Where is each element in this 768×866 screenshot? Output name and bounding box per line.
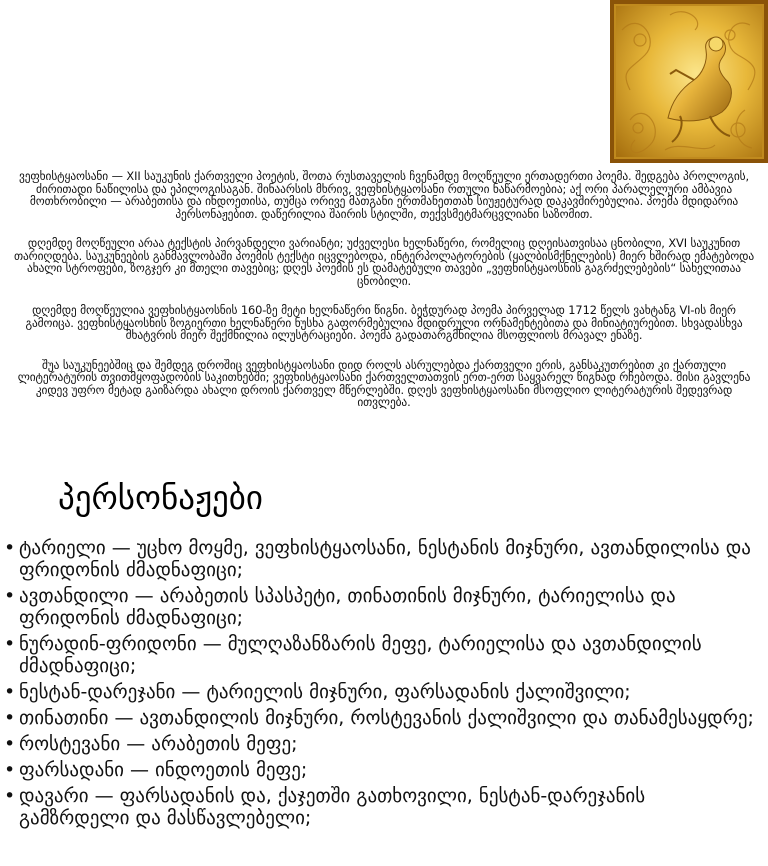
intro-paragraph: დღემდე მოღწეული არაა ტექსტის პირვანდელი ვარიანტი; უძველესი ხელნაწერი, რომელიც დღეისათვისაა ცნობილი, XVI საუკუნით თარიღდება. საუკუნეების განმავლობაში პოემის ტექსტი იცვლებოდა, ინტერპოლატორების (ყალბისმქნელების) მიერ ხშირად ემატებოდა ახალი სტროფები, ზოგჯერ კი მთელი თავებიც; დღეს პოემის ეს დამატებული თავები „ვეფხისტყაოსნის გაგრძელებების“ სახელითაა ცნობილი. <box>13 236 755 288</box>
list-item <box>0 759 760 781</box>
list-item <box>0 785 760 829</box>
section-title: პერსონაჟები <box>58 478 263 517</box>
bullet: • <box>4 733 16 755</box>
bullet: • <box>4 759 16 781</box>
bullet: • <box>4 785 16 807</box>
bullet: • <box>4 707 16 729</box>
character-text: როსტევანი — არაბეთის მეფე; <box>19 733 298 755</box>
character-text: თინათინი — ავთანდილის მიჯნური, როსტევანის ქალიშვილი და თანამესაყდრე; <box>19 707 754 729</box>
list-item <box>0 585 760 629</box>
character-text: დავარი — ფარსადანის და, ქაჯეთში გათხოვილი, ნესტან-დარეჯანის გამზრდელი და მასწავლებელი; <box>19 785 646 829</box>
character-text: ფარსადანი — ინდოეთის მეფე; <box>19 759 308 781</box>
character-text: ნესტან-დარეჯანი — ტარიელის მიჯნური, ფარსადანის ქალიშვილი; <box>19 681 631 703</box>
bullet: • <box>4 537 16 559</box>
bullet: • <box>4 681 16 703</box>
intro-paragraph: ვეფხისტყაოსანი — XII საუკუნის ქართველი პოეტის, შოთა რუსთაველის ჩვენამდე მოღწეული ერთადერთი პოემა. შედგება პროლოგის, ძირითადი ნაწილისა და ეპილოგისაგან. შინაარსის მხრივ, ვეფხისტყაოსანი რთული ნაწარმოებია; აქ ორი პარალელური ამბავია მოთხრობილი — არაბეთისა და ინდოეთისა, თუმცა ორივე მათგანი ერთმანეთთან სიუჟეტურად დაკავშირებულია. პოემა მდიდარია პერსონაჟებით. დაწერილია შაირის სტილში, თექვსმეტმარცვლიანი საზომით. <box>18 170 750 221</box>
intro-text <box>8 170 760 432</box>
intro-paragraph: დღემდე მოღწეულია ვეფხისტყაოსნის 160-ზე მეტი ხელნაწერი წიგნი. ბეჭდურად პოემა პირველად 1712 წელს ვახტანგ VI-ის მიერ გამოიცა. ვეფხისტყაოსნის ზოგიერთი ხელნაწერი ნუსხა გაფორმებულია მდიდრული ორნამენტებითა და მინიატიურებით. სხვადასხვა მხატვრის მიერ შექმნილია ილუსტრაციები. პოემა გადათარგმნილია მსოფლიოს მრავალ ენაზე. <box>25 303 743 342</box>
golden-relief-image <box>610 0 768 163</box>
character-text: ნურადინ-ფრიდონი — მულღაზანზარის მეფე, ტარიელისა და ავთანდილის ძმადნაფიცი; <box>19 633 702 677</box>
character-text: ტარიელი — უცხო მოყმე, ვეფხისტყაოსანი, ნესტანის მიჯნური, ავთანდილისა და ფრიდონის ძმადნაფიცი; <box>19 537 751 581</box>
intro-paragraph: შუა საუკუნეებშიც და შემდეგ დროშიც ვეფხისტყაოსანი დიდ როლს ასრულებდა ქართველი ერის, განსაკუთრებით კი ქართული ლიტერატურის თვითმყოფადობის საკითხებში; ვეფხისტყაოსანი ქართველთათვის ერთ-ერთ საყვარელ წიგნად რჩებოდა. მისი გავლენა კიდევ უფრო მეტად გაიზარდა ახალი დროის ქართველ მწერლებში. დღეს ვეფხისტყაოსანი მსოფლიო ლიტერატურის შედევრად ითვლება. <box>17 357 751 409</box>
golden-ornamental-relief-of-rider <box>610 0 768 163</box>
bullet: • <box>4 585 16 607</box>
list-item <box>0 733 760 755</box>
list-item <box>0 707 760 729</box>
bullet: • <box>4 633 16 655</box>
character-text: ავთანდილი — არაბეთის სპასპეტი, თინათინის მიჯნური, ტარიელისა და ფრიდონის ძმადნაფიცი; <box>19 585 676 629</box>
list-item <box>0 633 760 677</box>
list-item <box>0 681 760 703</box>
character-list <box>0 537 760 833</box>
list-item <box>0 537 760 581</box>
